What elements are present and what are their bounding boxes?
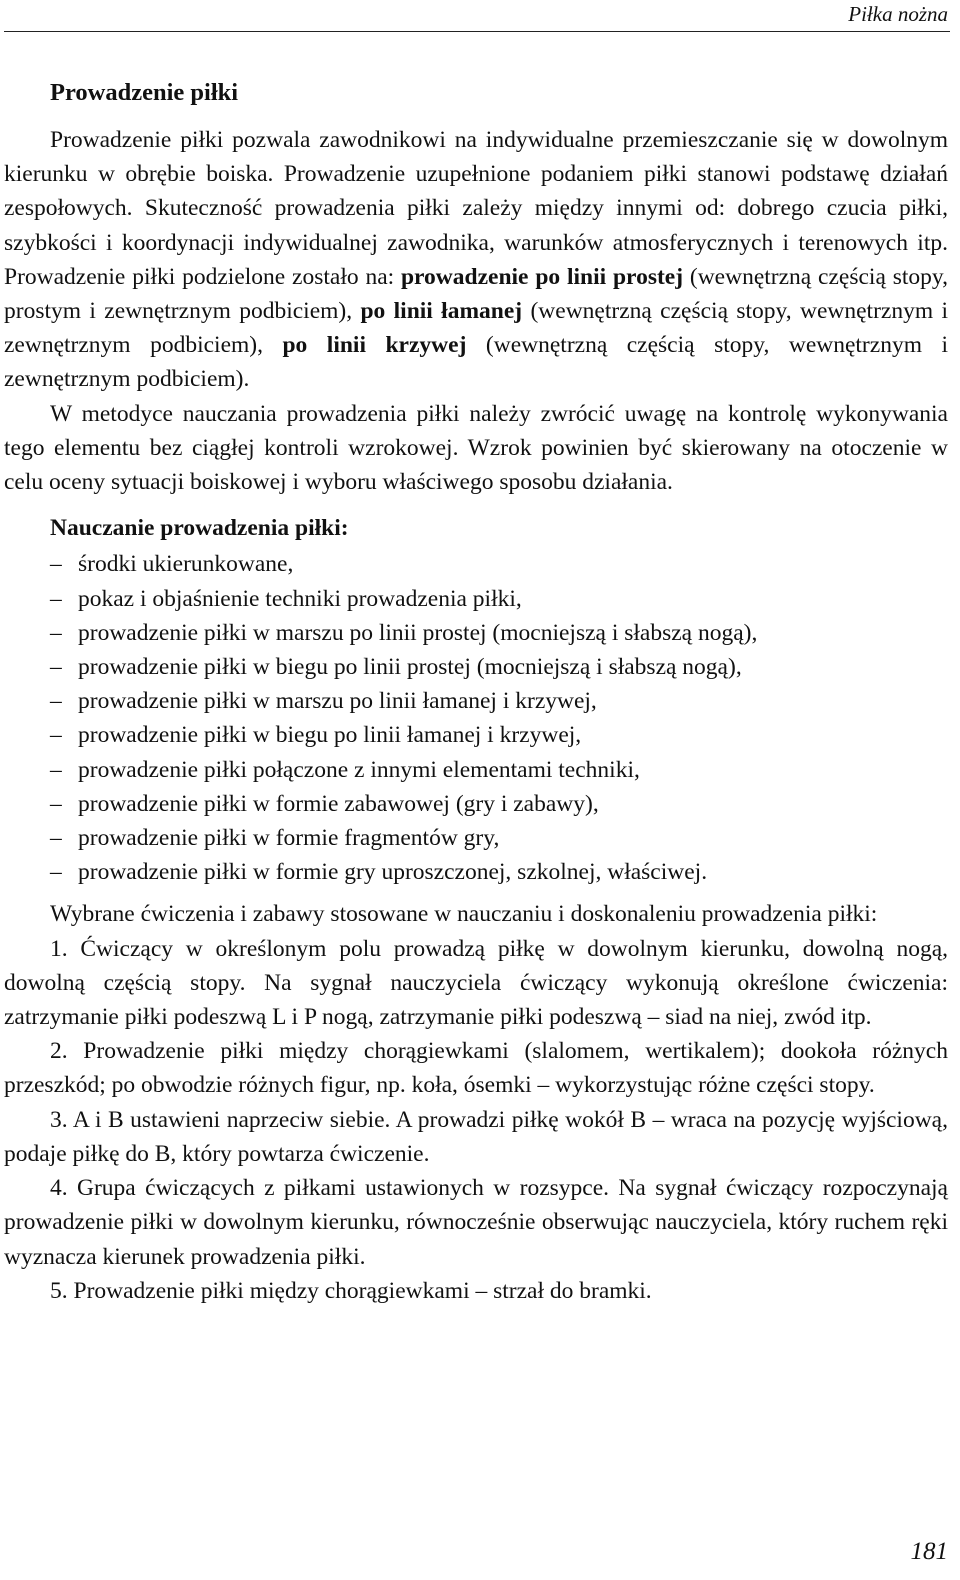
dash-bullet: – — [50, 688, 62, 715]
page-number: 181 — [910, 1538, 948, 1565]
exercise-item: 5. Prowadzenie piłki między chorągiewkami – strzał do bramki. — [50, 1277, 652, 1304]
exercise-item: 4. Grupa ćwiczących z piłkami ustawionych w rozsypce. Na sygnał ćwiczący rozpoczynają prowadzenie piłki w dowolnym kierunku, równocześnie obserwując nauczyciela, który ruchem ręki wyznacza kierunek prowadzenia piłki. — [4, 1175, 948, 1270]
bold-term-broken: po linii łamanej — [360, 298, 523, 325]
paragraph-intro — [4, 123, 948, 397]
exercise-item: 1. Ćwiczący w określonym polu prowadzą piłkę w dowolnym kierunku, dowolną nogą, dowolną częścią stopy. Na sygnał nauczyciela ćwiczący wykonują określone ćwiczenia: zatrzymanie piłki podeszwą L i P nogą, zatrzymanie piłki podeszwą – siad na niej, zwód itp. — [4, 935, 948, 1031]
paragraph-text: (wewnętrzną częścią stopy, wewnętrznym i zewnętrznym podbiciem). — [4, 332, 948, 393]
paragraph-exercises-intro: Wybrane ćwiczenia i zabawy stosowane w nauczaniu i doskonaleniu prowadzenia piłki: — [50, 901, 878, 928]
paragraph-text: (wewnętrzną częścią stopy, wewnętrznym i zewnętrznym podbiciem), — [4, 298, 948, 359]
paragraph-text: Prowadzenie piłki pozwala zawodnikowi na indywidualne przemieszczanie się w dowolnym kierunku w obrębie boiska. Prowadzenie uzupełnione podaniem piłki stanowi podstawę działań zespołowych. Skuteczność prowadzenia piłki zależy między innymi od: dobrego czucia piłki, szybkości i koordynacji indywidualnej zawodnika, warunków atmosferycznych i terenowych itp. Prowadzenie piłki podzielone zostało na: — [4, 127, 948, 290]
bold-term-curved: po linii krzywej — [282, 332, 467, 359]
dash-bullet: – — [50, 654, 62, 681]
running-header — [4, 0, 950, 32]
header-title: Piłka nożna — [848, 2, 948, 26]
list-item: – prowadzenie piłki w biegu po linii prostej (mocniejszą i słabszą nogą), — [4, 650, 948, 684]
dash-bullet: – — [50, 859, 62, 886]
list-item: – prowadzenie piłki w formie zabawowej (gry i zabawy), — [4, 787, 948, 821]
paragraph-methodology: W metodyce nauczania prowadzenia piłki należy zwrócić uwagę na kontrolę wykonywania tego elementu bez ciągłej kontroli wzrokowej. Wzrok powinien być skierowany na otoczenie w celu oceny sytuacji boiskowej i wyboru właściwego sposobu działania. — [4, 400, 948, 496]
bold-term-straight: prowadzenie po linii prostej — [400, 263, 684, 290]
dash-bullet: – — [50, 551, 62, 578]
list-item: – prowadzenie piłki w marszu po linii prostej (mocniejszą i słabszą nogą), — [4, 616, 948, 650]
paragraph-text: (wewnętrzną częścią stopy, prostym i zewnętrznym podbiciem), — [4, 263, 948, 325]
exercise-item: 2. Prowadzenie piłki między chorągiewkami (slalomem, wertikalem); dookoła różnych przeszkód; po obwodzie różnych figur, np. koła, ósemki – wykorzystując różne części stopy. — [4, 1038, 948, 1099]
exercise-item: 3. A i B ustawieni naprzeciw siebie. A prowadzi piłkę wokół B – wraca na pozycję wyjściową, podaje piłkę do B, który powtarza ćwiczenie. — [4, 1106, 948, 1167]
dash-bullet: – — [50, 585, 62, 612]
dash-bullet: – — [50, 756, 62, 783]
list-item: – prowadzenie piłki w biegu po linii łamanej i krzywej, — [4, 718, 948, 752]
list-item: – prowadzenie piłki w formie fragmentów gry, — [4, 821, 948, 855]
list-item: – środki ukierunkowane, — [4, 547, 948, 581]
list-item: – prowadzenie piłki w marszu po linii łamanej i krzywej, — [4, 684, 948, 718]
page-content — [4, 76, 948, 1308]
list-item: – prowadzenie piłki połączone z innymi elementami techniki, — [4, 753, 948, 787]
list-item: – pokaz i objaśnienie techniki prowadzenia piłki, — [4, 582, 948, 616]
list-item: – prowadzenie piłki w formie gry uproszczonej, szkolnej, właściwej. — [4, 855, 948, 889]
section-title: Prowadzenie piłki — [50, 79, 239, 106]
teaching-list — [4, 547, 948, 889]
subheading-teaching: Nauczanie prowadzenia piłki: — [50, 515, 349, 542]
dash-bullet: – — [50, 619, 62, 646]
dash-bullet: – — [50, 722, 62, 749]
dash-bullet: – — [50, 790, 62, 817]
dash-bullet: – — [50, 825, 62, 852]
